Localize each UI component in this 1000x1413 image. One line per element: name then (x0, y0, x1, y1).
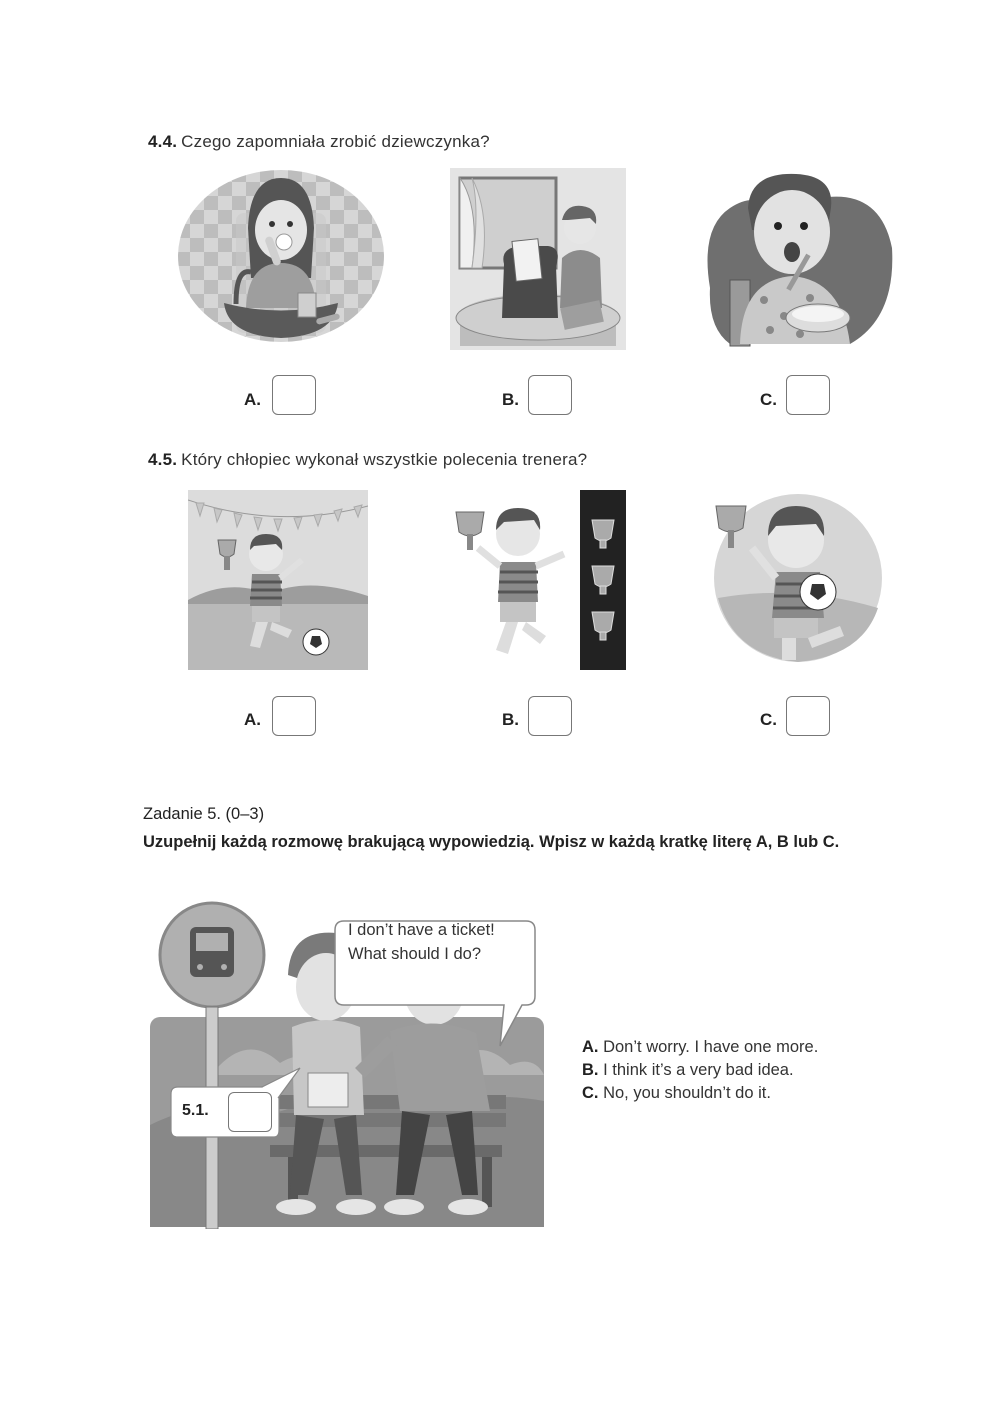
item-5-1-callout (170, 1086, 280, 1138)
picture-girl-brushing-teeth (176, 168, 386, 350)
choice-a-letter: A. (582, 1038, 599, 1056)
question-4-5-title (148, 450, 587, 470)
option-c-label: C. (760, 710, 777, 729)
choice-c (582, 1082, 818, 1105)
choice-c-letter: C. (582, 1084, 599, 1102)
question-number: 4.5. (148, 450, 178, 469)
task-5-heading: Zadanie 5. (0–3) (143, 805, 265, 823)
option-b-label: B. (502, 390, 519, 409)
item-5-1-label: 5.1. (182, 1102, 209, 1119)
choice-a-text: Don’t worry. I have one more. (603, 1038, 819, 1056)
option-a-label: A. (244, 390, 261, 409)
answer-box-4-5-b[interactable] (528, 696, 572, 736)
answer-box-4-4-a[interactable] (272, 375, 316, 415)
speech-bubble (334, 898, 536, 984)
choice-b-text: I think it’s a very bad idea. (603, 1061, 794, 1079)
picture-boy-with-trophy-and-trophy-shelf (450, 490, 626, 670)
answer-box-4-5-c[interactable] (786, 696, 830, 736)
option-b-label: B. (502, 710, 519, 729)
picture-boy-kicking-ball-with-trophy (188, 490, 368, 670)
picture-boy-holding-ball-and-trophy (712, 488, 884, 668)
question-4-4-title (148, 132, 490, 152)
task-5-instruction: Uzupełnij każdą rozmowę brakującą wypowiedzią. Wpisz w każdą kratkę literę A, B lub C. (143, 833, 840, 851)
question-number: 4.4. (148, 132, 178, 151)
option-a-label: A. (244, 710, 261, 729)
choice-a (582, 1036, 818, 1059)
choice-c-text: No, you shouldn’t do it. (603, 1084, 771, 1102)
question-text: Czego zapomniała zrobić dziewczynka? (181, 132, 490, 151)
answer-box-4-4-b[interactable] (528, 375, 572, 415)
bubble-line-1: I don’t have a ticket! (348, 921, 495, 939)
choice-b (582, 1059, 818, 1082)
bubble-line-2: What should I do? (348, 945, 481, 963)
answer-box-4-5-a[interactable] (272, 696, 316, 736)
picture-girl-packing-backpack (450, 168, 626, 350)
picture-girl-eating-breakfast (700, 168, 896, 350)
task-5-choices (582, 1036, 818, 1105)
answer-box-5-1[interactable] (228, 1092, 272, 1132)
option-c-label: C. (760, 390, 777, 409)
answer-box-4-4-c[interactable] (786, 375, 830, 415)
choice-b-letter: B. (582, 1061, 599, 1079)
question-text: Który chłopiec wykonał wszystkie polecenia trenera? (181, 450, 588, 469)
